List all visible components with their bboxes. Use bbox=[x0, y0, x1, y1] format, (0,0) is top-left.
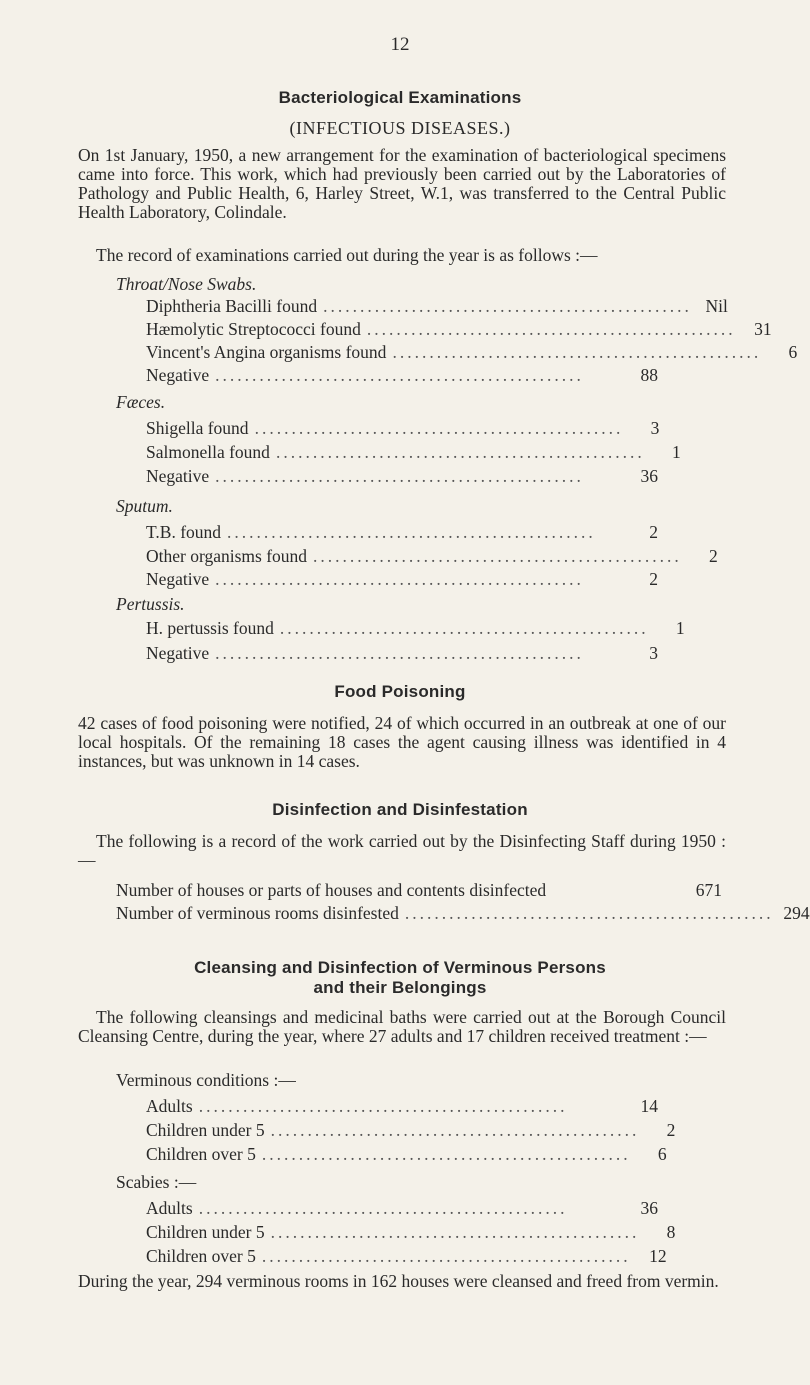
scabies-heading: Scabies :— bbox=[116, 1172, 197, 1192]
result-label: H. pertussis found bbox=[146, 618, 274, 638]
result-value: 1 bbox=[675, 618, 685, 638]
result-value: 3 bbox=[649, 643, 658, 663]
disinfection-row: Number of verminous rooms disinfested .................................................. 294 bbox=[116, 903, 810, 923]
result-label: Salmonella found bbox=[146, 442, 270, 462]
bacteriological-intro-text: On 1st January, 1950, a new arrangement for the examination of bacteriological specimens came into force. This work, which had previously been carried out by the Laboratories of Pathology and Public Health, 6, Harley Street, W.1, was transferred to the Central Public Health Laboratory, Colindale. bbox=[78, 145, 726, 222]
record-intro: The record of examinations carried out during the year is as follows :— bbox=[96, 245, 598, 265]
cleansing-title-line1: Cleansing and Disinfection of Verminous Persons bbox=[194, 958, 606, 977]
cleansing-row: Children under 5 .................................................. 8 bbox=[146, 1222, 676, 1242]
bacteriological-intro bbox=[78, 146, 726, 222]
cleansing-label: Adults bbox=[146, 1198, 193, 1218]
result-row: Negative .................................................. 36 bbox=[146, 466, 658, 486]
result-row: Diphtheria Bacilli found .................................................. Nil bbox=[146, 296, 728, 316]
result-label: Shigella found bbox=[146, 418, 249, 438]
result-value: 2 bbox=[709, 546, 718, 566]
result-row: Salmonella found .................................................. 1 bbox=[146, 442, 681, 462]
disinfection-label: Number of verminous rooms disinfested bbox=[116, 903, 399, 923]
result-label: Hæmolytic Streptococci found bbox=[146, 319, 361, 339]
bacteriological-title: Bacteriological Examinations bbox=[278, 88, 522, 107]
result-row: Negative .................................................. 3 bbox=[146, 643, 658, 663]
cleansing-label: Children over 5 bbox=[146, 1246, 256, 1266]
cleansing-value: 36 bbox=[640, 1198, 658, 1218]
cleansing-label: Children under 5 bbox=[146, 1222, 265, 1242]
result-row: Other organisms found .................................................. 2 bbox=[146, 546, 718, 566]
result-value: 2 bbox=[649, 569, 658, 589]
result-label: Negative bbox=[146, 643, 210, 663]
result-row: T.B. found .................................................. 2 bbox=[146, 522, 658, 542]
cleansing-closing: During the year, 294 verminous rooms in 162 houses were cleansed and freed from vermin. bbox=[78, 1271, 719, 1291]
group-heading-sputum: Sputum. bbox=[116, 496, 173, 516]
cleansing-intro: The following cleansings and medicinal baths were carried out at the Borough Council Cleansing Centre, during the year, where 27 adults and 17 children received treatment :— bbox=[78, 1007, 726, 1046]
result-row: Hæmolytic Streptococci found .................................................. 31 bbox=[146, 319, 772, 339]
food-poisoning-title: Food Poisoning bbox=[334, 682, 466, 701]
result-value: 88 bbox=[640, 365, 658, 385]
cleansing-row: Children over 5 .................................................. 12 bbox=[146, 1246, 667, 1266]
cleansing-row: Children over 5 .................................................. 6 bbox=[146, 1144, 667, 1164]
result-value: 3 bbox=[650, 418, 660, 438]
cleansing-value: 6 bbox=[657, 1144, 667, 1164]
result-label: Negative bbox=[146, 365, 210, 385]
disinfection-intro: The following is a record of the work carried out by the Disinfecting Staff during 1950 :— bbox=[78, 831, 726, 870]
food-poisoning-text: 42 cases of food poisoning were notified, 24 of which occurred in an outbreak at one of our local hospitals. Of the remaining 18 cases the agent causing illness was identified in 4 instances, but was unknown in 14 cases. bbox=[78, 713, 726, 771]
group-heading-faeces: Fæces. bbox=[116, 392, 166, 412]
result-label: Other organisms found bbox=[146, 546, 308, 566]
cleansing-row: Adults .................................................. 14 bbox=[146, 1096, 658, 1116]
cleansing-row: Children under 5 .................................................. 2 bbox=[146, 1120, 676, 1140]
result-row: Vincent's Angina organisms found .................................................. 6 bbox=[146, 342, 798, 362]
result-row: Shigella found .................................................. 3 bbox=[146, 418, 660, 438]
cleansing-label: Children over 5 bbox=[146, 1144, 256, 1164]
group-heading-pertussis: Pertussis. bbox=[116, 594, 185, 614]
disinfection-row bbox=[116, 880, 722, 902]
cleansing-row: Adults .................................................. 36 bbox=[146, 1198, 658, 1218]
result-value: Nil bbox=[705, 296, 728, 316]
cleansing-value: 12 bbox=[649, 1246, 667, 1266]
bacteriological-subtitle: (INFECTIOUS DISEASES.) bbox=[289, 118, 511, 138]
verminous-heading: Verminous conditions :— bbox=[116, 1070, 296, 1090]
cleansing-value: 2 bbox=[666, 1120, 676, 1140]
disinfection-title: Disinfection and Disinfestation bbox=[272, 800, 528, 819]
cleansing-label: Children under 5 bbox=[146, 1120, 265, 1140]
group-heading-throat: Throat/Nose Swabs. bbox=[116, 274, 257, 294]
disinfection-label: Number of houses or parts of houses and contents disinfected bbox=[116, 880, 547, 900]
result-row: H. pertussis found .................................................. 1 bbox=[146, 618, 685, 638]
result-value: 6 bbox=[788, 342, 798, 362]
result-row: Negative .................................................. 2 bbox=[146, 569, 658, 589]
result-label: Negative bbox=[146, 569, 210, 589]
result-label: T.B. found bbox=[146, 522, 222, 542]
page-number: 12 bbox=[390, 34, 410, 55]
disinfection-value: 671 bbox=[695, 880, 722, 900]
cleansing-value: 14 bbox=[640, 1096, 658, 1116]
result-label: Vincent's Angina organisms found bbox=[146, 342, 387, 362]
result-label: Negative bbox=[146, 466, 210, 486]
result-value: 1 bbox=[671, 442, 681, 462]
cleansing-value: 8 bbox=[666, 1222, 676, 1242]
cleansing-title-line2: and their Belongings bbox=[313, 978, 487, 997]
result-value: 36 bbox=[640, 466, 658, 486]
cleansing-label: Adults bbox=[146, 1096, 193, 1116]
result-row: Negative .................................................. 88 bbox=[146, 365, 658, 385]
result-label: Diphtheria Bacilli found bbox=[146, 296, 318, 316]
result-value: 2 bbox=[649, 522, 658, 542]
disinfection-value: 294 bbox=[783, 903, 810, 923]
result-value: 31 bbox=[754, 319, 772, 339]
